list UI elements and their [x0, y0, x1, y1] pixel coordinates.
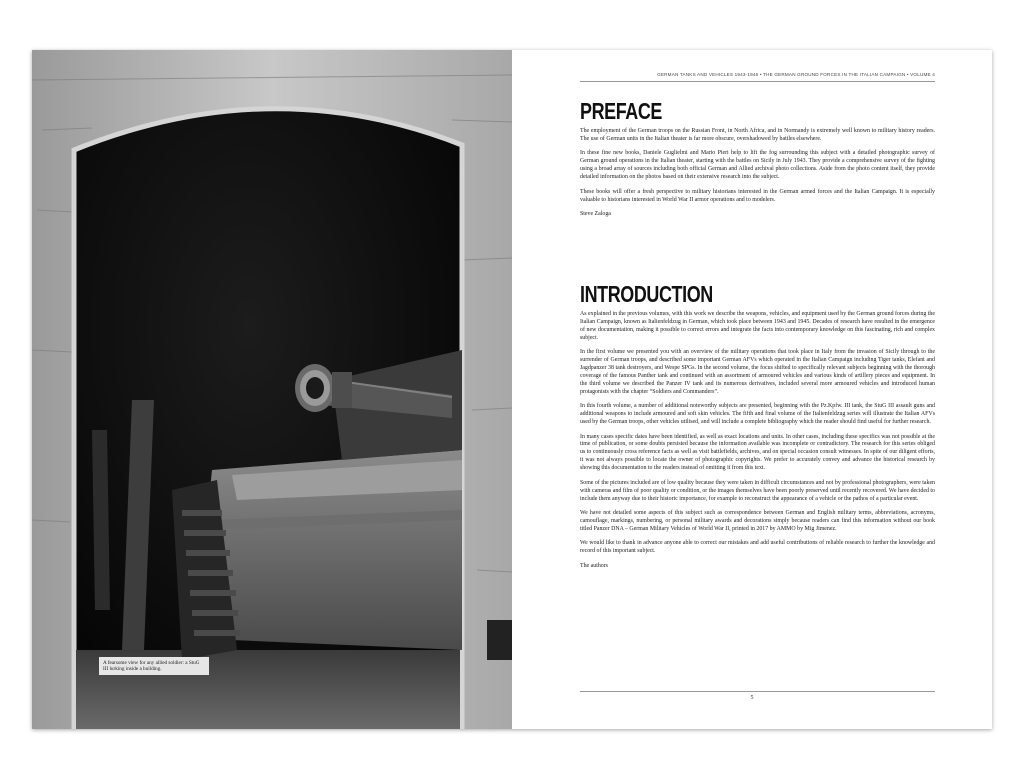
preface-heading: PREFACE	[580, 98, 663, 124]
footer-rule	[580, 691, 935, 692]
intro-paragraph: In many cases specific dates have been identified, as well as exact locations and units. In other cases, including these specifics was not possible at the time of publication, or some doubts persisted because the information available was incomplete or contradictory. The research for this series obliged us to continuously cross reference facts as well as visit battlefields, archives, and on special occasion consult witnesses. In spite of our diligent efforts, it was not always possible to locate the owner of photographic copyrights. We prefer to accurately convey and advance the historical research by showing this documentation to the readers instead of omitting it from this text.	[580, 433, 935, 472]
introduction-heading: INTRODUCTION	[580, 281, 713, 307]
preface-signature: Steve Zaloga	[580, 211, 611, 218]
photo-caption: A fearsome view for any allied soldier: a StuG III lurking inside a building.	[99, 657, 209, 675]
intro-paragraph: Some of the pictures included are of low quality because they were taken in difficult circumstances and not by professional photographers, were taken with cameras and film of poor quality or condition, or the images themselves have been poorly preserved until recently recovered. We have decided to include them anyway due to their historic importance, for example to reconstruct the appearance of a vehicle or the pathos of a particular event.	[580, 479, 935, 502]
header-rule	[580, 81, 935, 82]
intro-paragraph: In the first volume we presented you with an overview of the military operations that took place in Italy from the invasion of Sicily through to the surrender of German troops, and described some important German AFVs which operated in the Italian Campaign including Tiger tanks, Elefant and Jagdpanzer 38 tank destroyers, and Wespe SPGs. In the second volume, the focus shifted to specifically relevant subjects beginning with the thorough coverage of the famous Panther tank and continued with an assortment of armoured vehicles and various kinds of artillery pieces and equipment. In the third volume we described the Panzer IV tank and its numerous derivatives, included several more armoured vehicles and introduced human protagonists with the chapter “Soldiers and Commanders”.	[580, 349, 935, 395]
intro-paragraph: We would like to thank in advance anyone able to correct our mistakes and add useful contributions of reliable research to further the knowledge and record of this important subject.	[580, 540, 935, 555]
running-head: GERMAN TANKS AND VEHICLES 1943-1945 • THE GERMAN GROUND FORCES IN THE ITALIAN CAMPAIGN • VOLUME 4	[657, 72, 935, 77]
intro-paragraph: As explained in the previous volumes, with this work we describe the weapons, vehicles, and equipment used by the German ground forces during the Italian Campaign, known as Italienfeldzug in German, which took place between 1943 and 1945. Decades of research have resulted in the emergence of new documentation, making it possible to correct errors and integrate the facts into contemporary knowledge on this fascinating, rich and complex subject.	[580, 311, 935, 341]
photo-page	[32, 50, 512, 729]
intro-signature: The authors	[580, 562, 608, 569]
introduction-body	[580, 311, 935, 571]
preface-body	[580, 128, 935, 219]
preface-paragraph: The employment of the German troops on the Russian Front, in North Africa, and in Normandy is extremely well known to military history readers. The use of German units in the Italian theater is far more obscure, overshadowed by battles elsewhere.	[580, 128, 935, 142]
preface-paragraph: In these fine new books, Daniele Guglielmi and Mario Pieri help to lift the fog surrounding this subject with a detailed photographic survey of German ground operations in the Italian theater, starting with the battles on Sicily in July 1943. They provide a comprehensive survey of the fighting using a broad array of sources including both official German and Allied archival photo collections. Aside from the photo content itself, they provide detailed information on the photos based on their extensive research into the subject.	[580, 150, 935, 181]
preface-paragraph: These books will offer a fresh perspective to military historians interested in the German armed forces and the Italian Campaign. It is especially valuable to historians interested in World War II armor operations and to modelers.	[580, 188, 935, 203]
stug-photo	[32, 50, 512, 729]
book-spread	[32, 50, 992, 729]
text-page	[512, 50, 992, 729]
intro-paragraph: In this fourth volume, a number of additional noteworthy subjects are presented, beginning with the Pz.Kpfw. III tank, the StuG III assault guns and additional weapons to include armoured and soft skin vehicles. The fifth and final volume of the Italienfeldzug series will illustrate the Italian AFVs used by the German troops, other vehicles utilised, and will include a complete bibliography which the reader should find useful for further research.	[580, 403, 935, 426]
page-number: 5	[750, 695, 754, 701]
intro-paragraph: We have not detailed some aspects of this subject such as correspondence between German and English military terms, abbreviations, acronyms, camouflage, markings, numbering, or personal military awards and decorations simply because readers can find this information without our book titled Panzer DNA – German Military Vehicles of World War II, printed in 2017 by AMMO by Mig Jimenez.	[580, 510, 935, 532]
